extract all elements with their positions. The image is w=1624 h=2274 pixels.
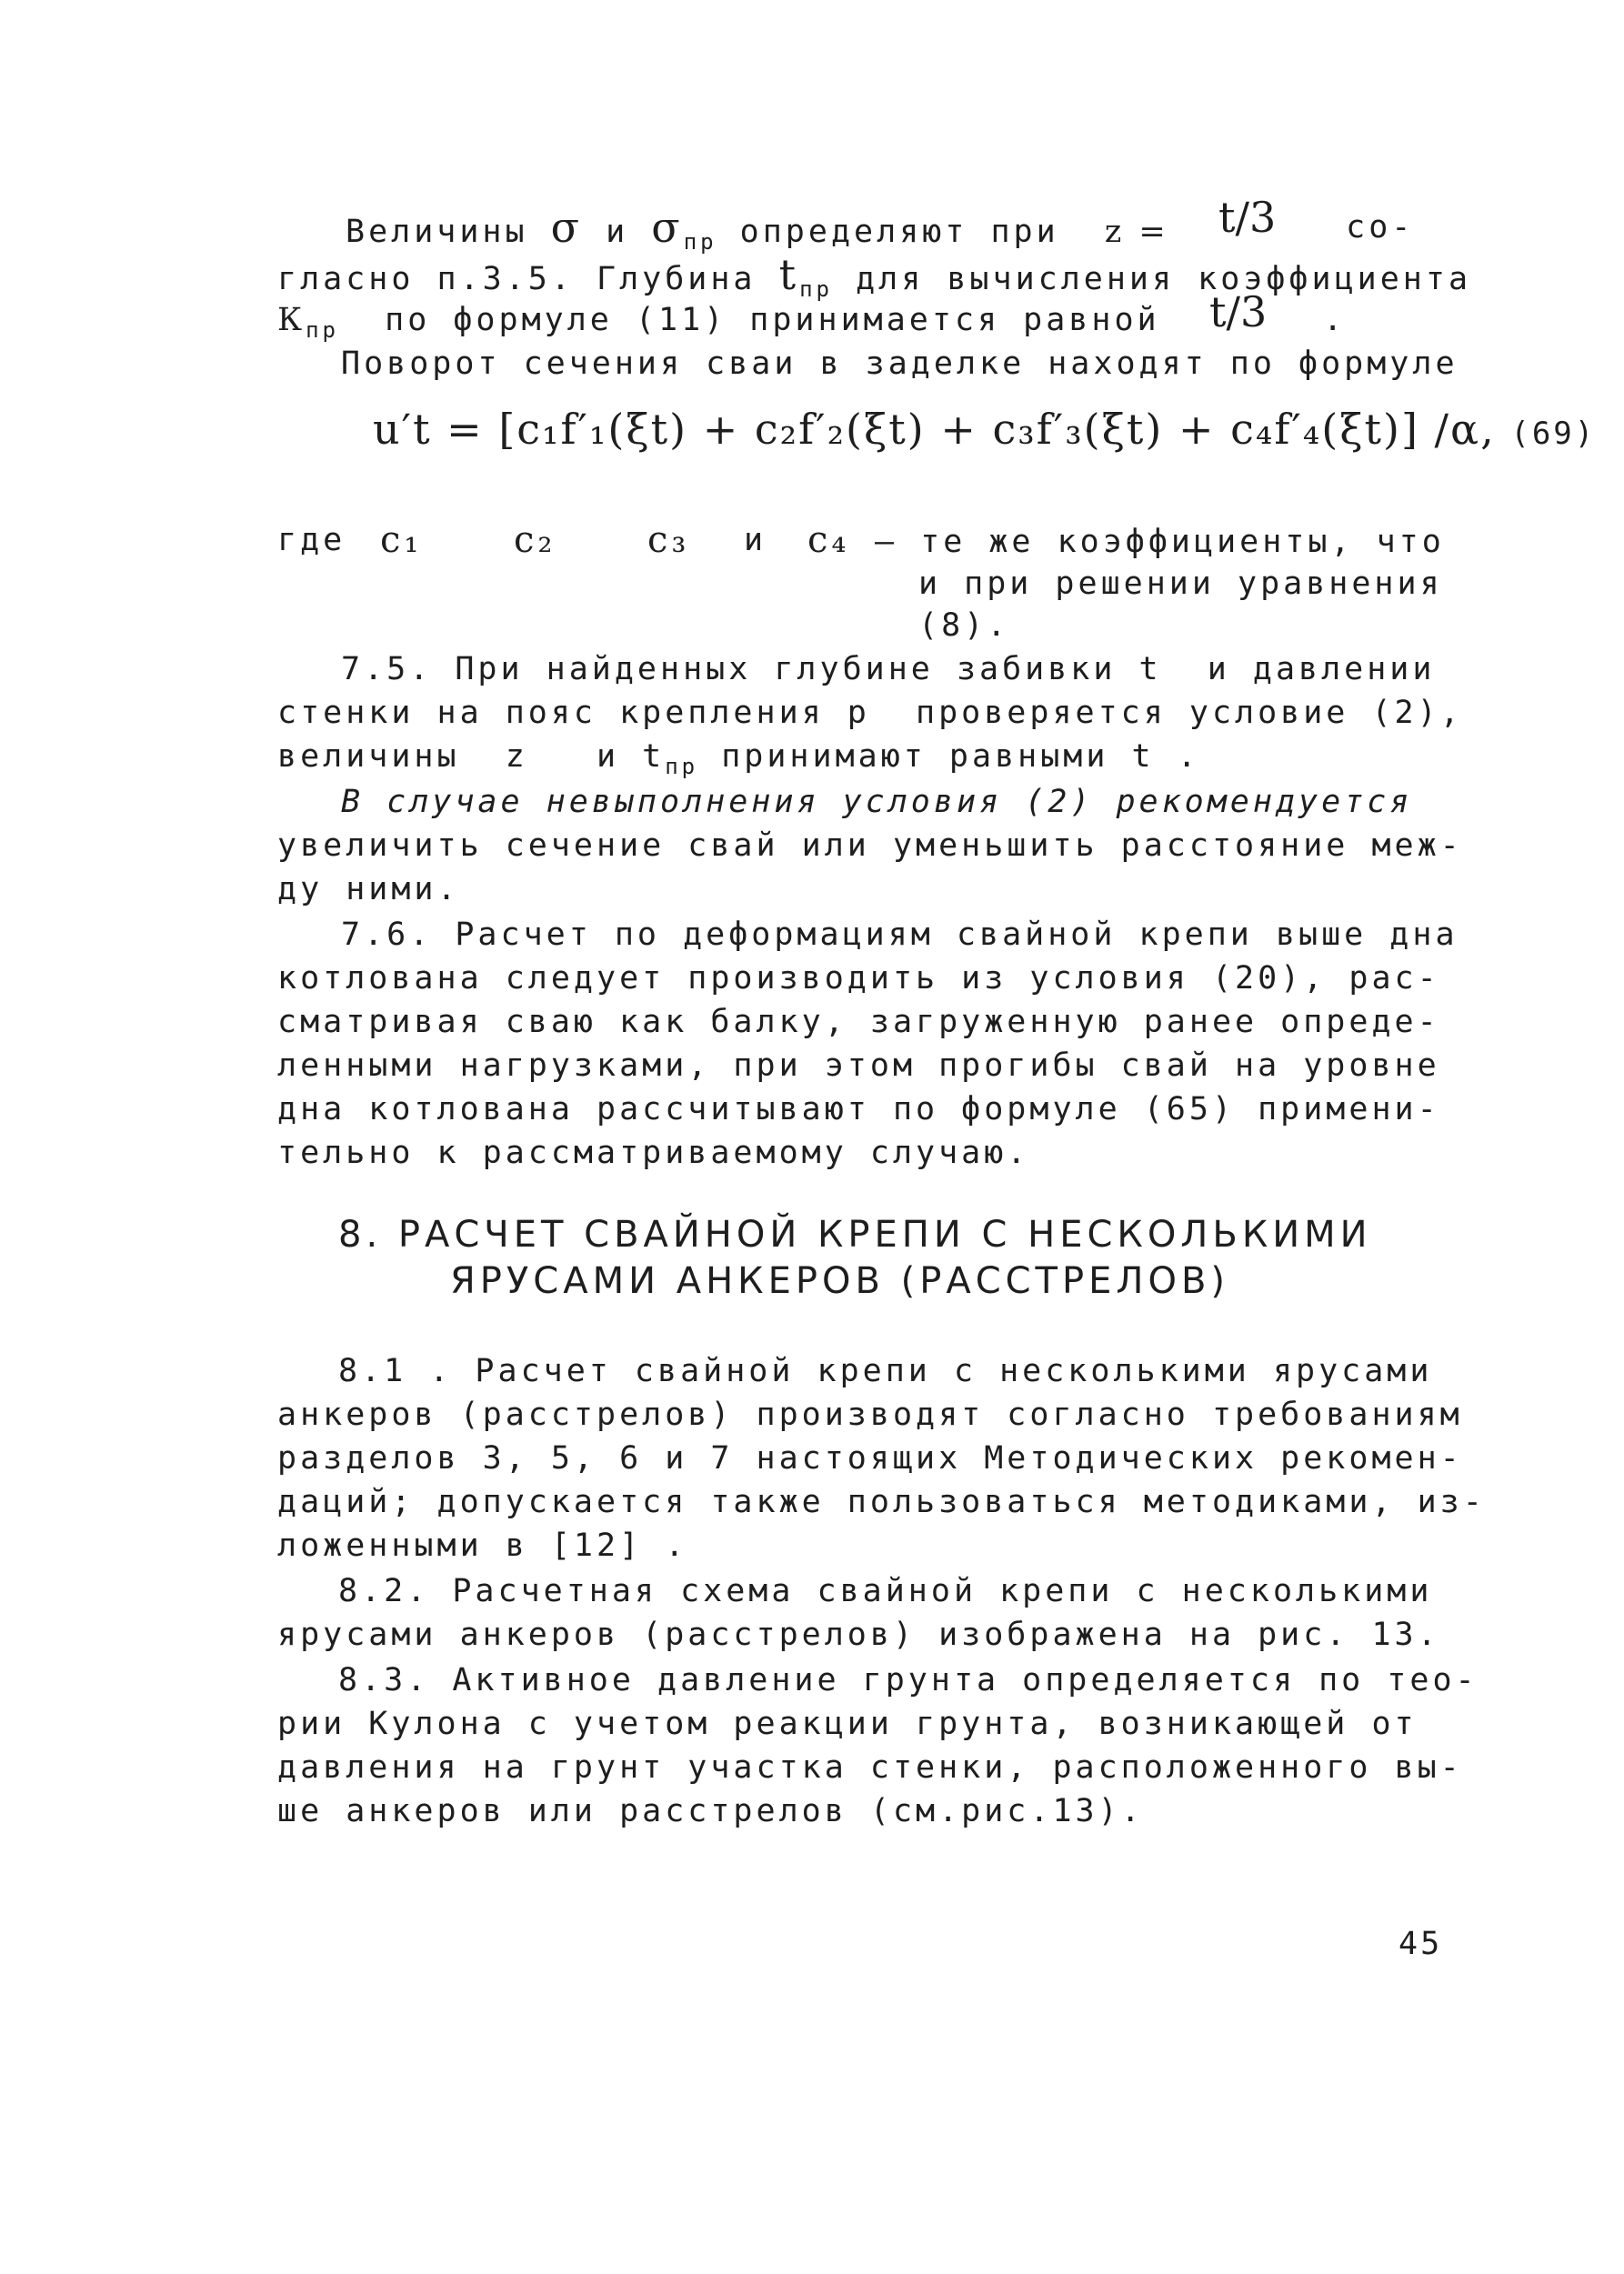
text-span: величины z и t bbox=[277, 738, 666, 775]
para-8-1-line-1: 8.1 . Расчет свайной крепи с несколькими ярусами bbox=[338, 1353, 1433, 1389]
para-8-1-line-2: анкеров (расстрелов) производят согласно требованиям bbox=[277, 1397, 1463, 1433]
para-8-3-line-3: давления на грунт участка стенки, расположенного вы- bbox=[277, 1749, 1463, 1786]
para-7-5-line-2: стенки на пояс крепления p проверяется условие (2), bbox=[277, 695, 1463, 731]
formula-69-expression: u′t = [c₁f′₁(ξt) + c₂f′₂(ξt) + c₃f′₃(ξt) + c₄f′₄(ξt)] /α, bbox=[373, 405, 1496, 454]
fraction-t-over-3: t/3 bbox=[1218, 193, 1277, 242]
para-8-1-line-3: разделов 3, 5, 6 и 7 настоящих Методических рекомен- bbox=[277, 1440, 1463, 1477]
para-7-5-line-6: ду ними. bbox=[277, 871, 460, 907]
text-span: и bbox=[583, 214, 652, 250]
where-label: где bbox=[277, 522, 346, 558]
para-7-4-line-3 bbox=[277, 300, 1183, 350]
k-pr-subscript: пр bbox=[306, 317, 339, 343]
where-desc-line-1: – те же коэффициенты, что bbox=[875, 524, 1445, 560]
t-pr-subscript-2: пр bbox=[665, 754, 699, 779]
para-8-3-line-4: ше анкеров или расстрелов (см.рис.13). bbox=[277, 1793, 1144, 1829]
para-7-6-line-1: 7.6. Расчет по деформациям свайной крепи выше дна bbox=[341, 917, 1459, 953]
sigma-pr-symbol: σ bbox=[651, 203, 684, 252]
section-8-heading-line-1: 8. РАСЧЕТ СВАЙНОЙ КРЕПИ С НЕСКОЛЬКИМИ bbox=[338, 1214, 1372, 1256]
para-7-6-line-5: дна котлована рассчитывают по формуле (65) примени- bbox=[277, 1091, 1440, 1127]
para-7-5-line-5: увеличить сечение свай или уменьшить расстояние меж- bbox=[277, 827, 1463, 864]
text-span: принимают равными t . bbox=[698, 738, 1200, 775]
fraction-t-over-3-b: t/3 bbox=[1209, 287, 1268, 336]
coef-c1: c₁ bbox=[380, 519, 423, 561]
coef-c4: c₄ bbox=[807, 519, 850, 561]
t-pr-symbol: t bbox=[778, 250, 800, 299]
k-pr-symbol: К bbox=[277, 302, 306, 338]
para-7-6-line-6: тельно к рассматриваемому случаю. bbox=[277, 1135, 1030, 1171]
para-7-4-line-4: Поворот сечения сваи в заделке находят по формуле bbox=[341, 346, 1459, 382]
para-7-4-line-1 bbox=[346, 203, 1183, 262]
page-number: 45 bbox=[1398, 1926, 1443, 1962]
where-desc-line-3: (8). bbox=[918, 607, 1010, 644]
para-8-1-line-5: ложенными в [12] . bbox=[277, 1528, 688, 1564]
para-7-4-line-3-end: . bbox=[1300, 302, 1347, 338]
para-8-1-line-4: даций; допускается также пользоваться методиками, из- bbox=[277, 1484, 1486, 1520]
z-equals: z = bbox=[1104, 214, 1183, 250]
text-span: определяют при bbox=[717, 214, 1105, 250]
para-7-6-line-4: ленными нагрузками, при этом прогибы свай на уровне bbox=[277, 1047, 1440, 1084]
text-span: гласно п.3.5. Глубина bbox=[277, 261, 779, 297]
text-span: Величины bbox=[346, 214, 551, 250]
para-8-2-line-2: ярусами анкеров (расстрелов) изображена на рис. 13. bbox=[277, 1617, 1440, 1653]
coef-c3: c₃ bbox=[647, 519, 690, 561]
where-desc-line-2: и при решении уравнения bbox=[918, 566, 1443, 602]
sigma-pr-subscript: пр bbox=[683, 229, 717, 255]
para-8-3-line-2: рии Кулона с учетом реакции грунта, возникающей от bbox=[277, 1706, 1418, 1742]
text-span: по формуле (11) принимается равной bbox=[339, 302, 1183, 338]
para-7-5-line-1: 7.5. При найденных глубине забивки t и давлении bbox=[341, 651, 1436, 687]
para-7-6-line-3: сматривая сваю как балку, загруженную ранее опреде- bbox=[277, 1004, 1440, 1040]
para-7-6-line-2: котлована следует производить из условия (20), рас- bbox=[277, 960, 1440, 997]
where-and: и bbox=[744, 522, 767, 558]
para-7-5-line-4: В случае невыполнения условия (2) рекомендуется bbox=[341, 784, 1413, 820]
formula-69-number: (69) bbox=[1510, 416, 1597, 452]
para-7-5-line-3 bbox=[277, 736, 1200, 786]
t-pr-subscript: пр bbox=[799, 276, 833, 302]
coef-c2: c₂ bbox=[514, 519, 556, 561]
para-8-2-line-1: 8.2. Расчетная схема свайной крепи с несколькими bbox=[338, 1573, 1433, 1609]
para-7-4-line-1-end: со- bbox=[1300, 209, 1415, 245]
formula-69 bbox=[373, 405, 1596, 454]
sigma-symbol: σ bbox=[550, 203, 584, 252]
text-span: для вычисления коэффициента bbox=[833, 261, 1472, 297]
para-8-3-line-1: 8.3. Активное давление грунта определяется по тео- bbox=[338, 1662, 1479, 1698]
section-8-heading-line-2: ЯРУСАМИ АНКЕРОВ (РАССТРЕЛОВ) bbox=[450, 1260, 1229, 1302]
